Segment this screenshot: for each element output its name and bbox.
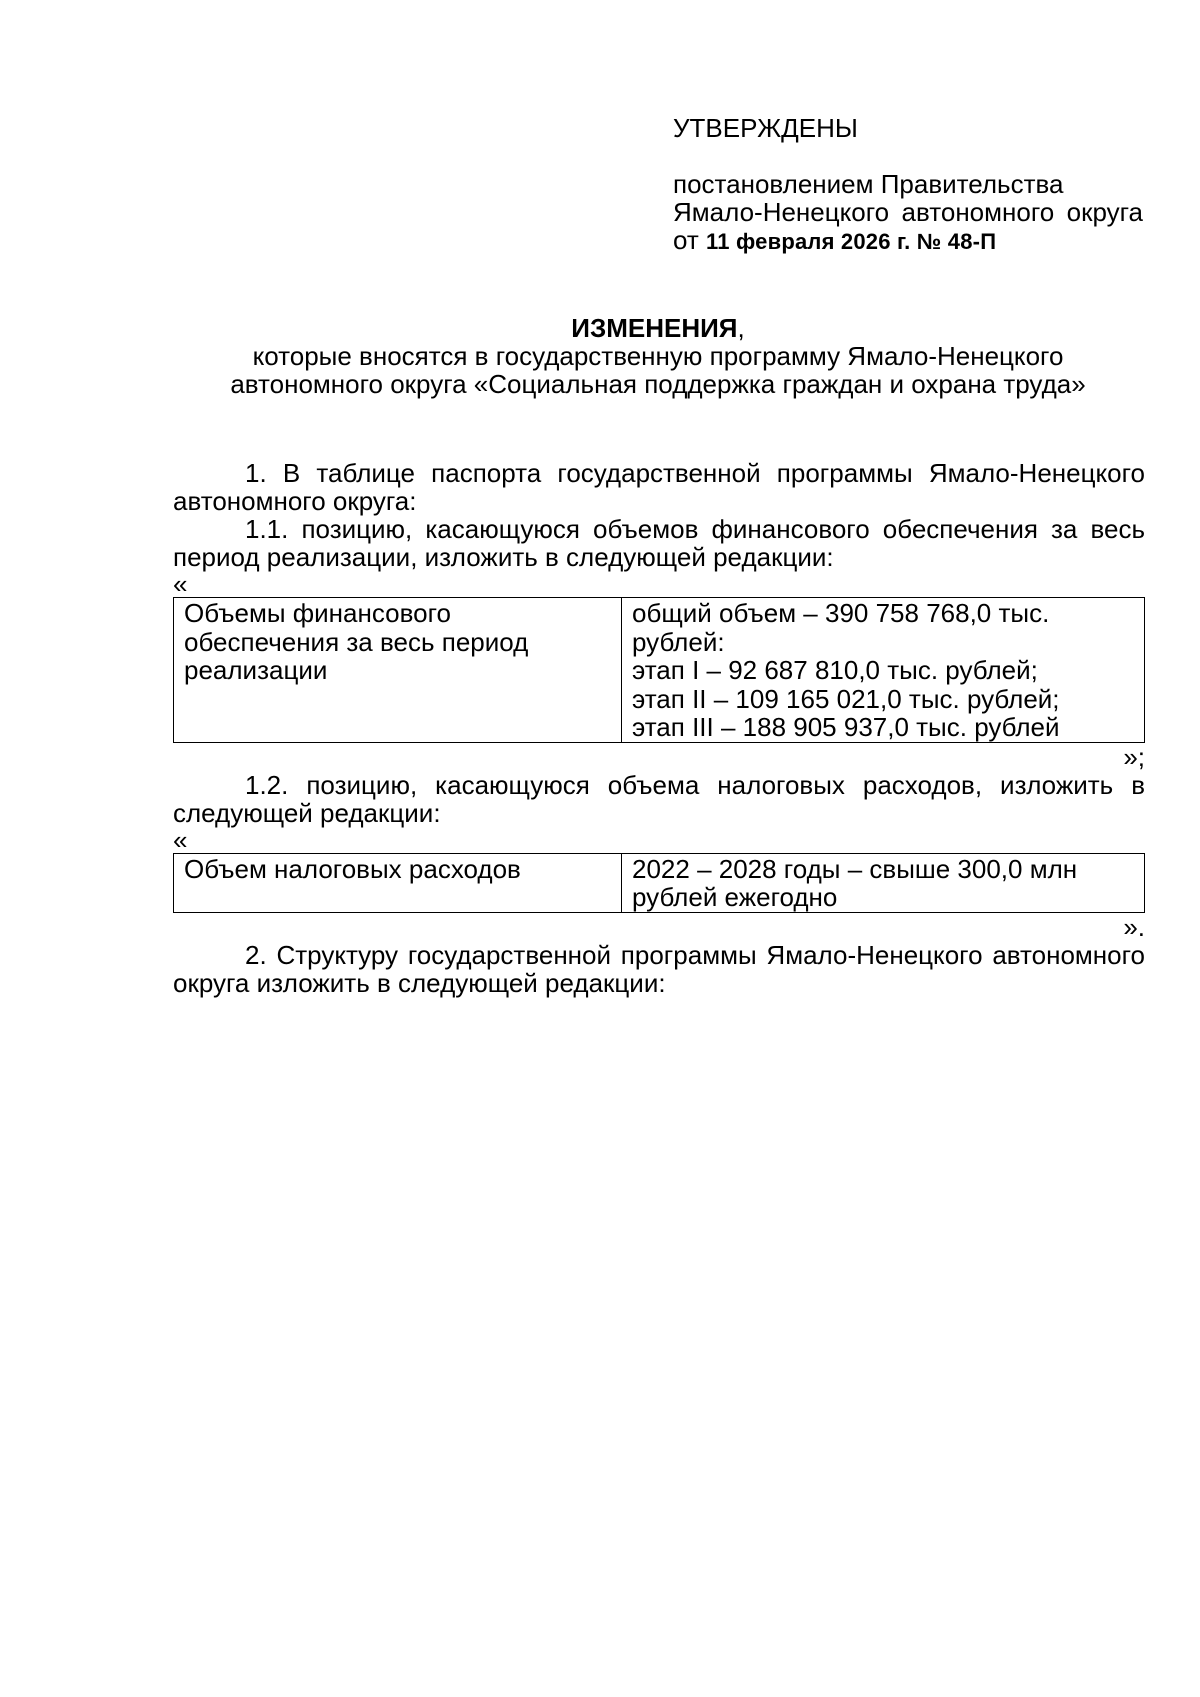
document-title	[173, 314, 1143, 398]
title-subtitle-line-2: автономного округа «Социальная поддержка граждан и охрана труда»	[230, 369, 1086, 399]
approval-block	[673, 114, 1143, 256]
financing-table	[173, 597, 1145, 743]
approval-date-line	[673, 226, 1143, 256]
approved-label: УТВЕРЖДЕНЫ	[673, 113, 858, 143]
paragraph-2: 2. Структуру государственной программы Ямало-Ненецкого автономного округа изложить в следующей редакции:	[173, 939, 1145, 998]
cell-line: 2022 – 2028 годы – свыше 300,0 млн	[632, 853, 1078, 884]
quote-close-2: ».	[1123, 911, 1145, 942]
cell-line: этап III – 188 905 937,0 тыс. рублей	[632, 712, 1060, 742]
paragraph-1-2: 1.2. позицию, касающуюся объема налоговых расходов, изложить в следующей редакции:	[173, 769, 1145, 828]
date-and-number: 11 февраля 2026 г. № 48-П	[706, 229, 997, 254]
cell-line: рублей ежегодно	[632, 882, 838, 912]
quote-open-2: «	[173, 824, 188, 855]
paragraph-1-1: 1.1. позицию, касающуюся объемов финансового обеспечения за весь период реализации, изложить в следующей редакции:	[173, 514, 1145, 572]
title-heading: ИЗМЕНЕНИЯ	[571, 313, 738, 343]
cell-line: этап I – 92 687 810,0 тыс. рублей;	[632, 655, 1038, 685]
paragraph-1: 1. В таблице паспорта государственной программы Ямало-Ненецкого автономного округа:	[173, 458, 1145, 516]
tax-expenditure-table	[173, 853, 1145, 913]
date-prefix: от	[673, 225, 699, 255]
cell-line: общий объем – 390 758 768,0 тыс.	[632, 598, 1050, 628]
cell-line: Объемы финансового	[184, 598, 451, 628]
table-row	[174, 853, 1145, 912]
tax-value-cell	[622, 853, 1145, 912]
quote-open-1: «	[173, 569, 188, 599]
financing-label-cell	[174, 598, 622, 743]
title-heading-line	[173, 314, 1143, 342]
cell-line: обеспечения за весь период	[184, 626, 529, 657]
table-row	[174, 598, 1145, 743]
cell-line: рублей:	[632, 626, 725, 657]
tax-label-cell	[174, 853, 622, 912]
quote-close-1: »;	[1123, 741, 1145, 772]
document-body	[173, 459, 1145, 997]
title-heading-suffix: ,	[737, 313, 745, 343]
cell-line: этап II – 109 165 021,0 тыс. рублей;	[632, 683, 1060, 714]
title-subtitle-line-1: которые вносятся в государственную программу Ямало-Ненецкого	[252, 341, 1064, 371]
approval-government-line: Ямало-Ненецкого автономного округа	[673, 197, 1143, 227]
cell-line: реализации	[184, 655, 328, 685]
cell-line: Объем налоговых расходов	[184, 853, 521, 884]
financing-value-cell	[622, 598, 1145, 743]
approval-resolution-line: постановлением Правительства	[673, 169, 1064, 199]
